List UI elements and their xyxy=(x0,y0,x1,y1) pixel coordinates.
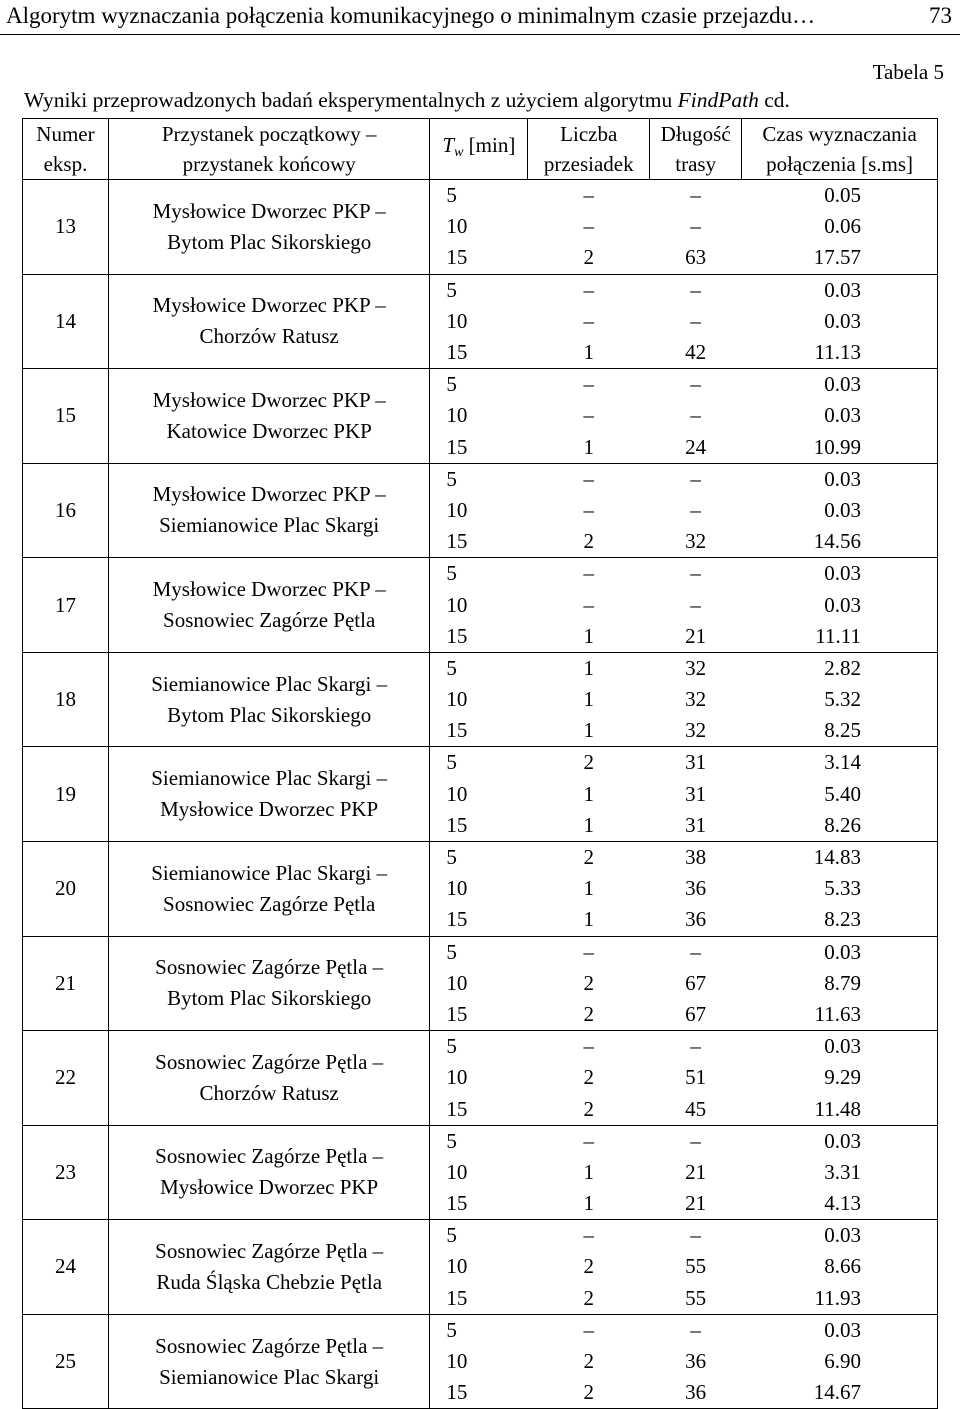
route-to: Siemianowice Plac Skargi xyxy=(159,1364,380,1389)
transfers-cell: 2 xyxy=(528,1377,650,1409)
tw-cell: 15 xyxy=(430,1188,528,1220)
route-cell xyxy=(108,747,429,842)
time-cell: 8.79 xyxy=(742,968,938,999)
length-cell: – xyxy=(690,403,701,428)
transfers-cell: 2 xyxy=(528,526,650,558)
experiment-number: 21 xyxy=(23,936,109,1031)
transfers-cell: – xyxy=(583,1128,594,1153)
experiment-number: 20 xyxy=(23,841,109,936)
length-cell: 32 xyxy=(685,655,707,680)
length-cell: – xyxy=(690,592,701,617)
time-cell: 9.29 xyxy=(742,1062,938,1093)
length-cell: 67 xyxy=(650,999,742,1031)
time-cell: 3.31 xyxy=(742,1157,938,1188)
col-przystanek-header: Przystanek początkowy – przystanek końcowy xyxy=(108,119,429,180)
tw-cell: 15 xyxy=(430,621,528,653)
length-cell: 51 xyxy=(685,1065,707,1090)
length-cell: – xyxy=(690,308,701,333)
transfers-cell: 1 xyxy=(583,781,594,806)
tw-cell: 10 xyxy=(430,1062,528,1093)
transfers-cell: 1 xyxy=(583,1159,594,1184)
route-from: Mysłowice Dworzec PKP – xyxy=(152,577,386,602)
route-to: Sosnowiec Zagórze Pętla xyxy=(163,608,376,633)
tw-cell: 10 xyxy=(430,873,528,904)
route-to: Bytom Plac Sikorskiego xyxy=(167,702,372,727)
transfers-cell: 1 xyxy=(528,715,650,747)
experiment-number: 25 xyxy=(23,1314,109,1409)
route-cell xyxy=(108,1125,429,1220)
transfers-cell: 1 xyxy=(528,1188,650,1220)
length-cell: 45 xyxy=(650,1093,742,1125)
table-row xyxy=(23,747,938,779)
time-cell: 0.03 xyxy=(742,1220,938,1252)
transfers-cell: 1 xyxy=(583,655,594,680)
experiment-number: 13 xyxy=(23,180,109,275)
length-cell: 21 xyxy=(685,1159,707,1184)
transfers-cell: 2 xyxy=(528,242,650,274)
transfers-cell: 2 xyxy=(583,750,594,775)
length-cell: – xyxy=(690,1317,701,1342)
time-cell: 0.03 xyxy=(742,369,938,401)
time-cell: 0.05 xyxy=(742,180,938,212)
route-to: Sosnowiec Zagórze Pętla xyxy=(163,891,376,916)
time-cell: 11.48 xyxy=(742,1093,938,1125)
time-cell: 11.13 xyxy=(742,337,938,369)
time-cell: 14.67 xyxy=(742,1377,938,1409)
length-cell: 31 xyxy=(685,781,707,806)
tw-cell: 5 xyxy=(430,1031,528,1063)
caption-italic: FindPath xyxy=(677,88,759,112)
length-cell: – xyxy=(690,1034,701,1059)
tw-cell: 5 xyxy=(430,463,528,495)
time-cell: 0.03 xyxy=(742,1314,938,1346)
length-cell: 36 xyxy=(685,876,707,901)
length-cell: 32 xyxy=(685,687,707,712)
transfers-cell: – xyxy=(583,214,594,239)
route-from: Sosnowiec Zagórze Pętla – xyxy=(155,955,384,980)
tw-cell: 15 xyxy=(430,999,528,1031)
tw-cell: 10 xyxy=(430,1346,528,1377)
header-title: Algorytm wyznaczania połączenia komunikacyjnego o minimalnym czasie przejazdu… xyxy=(6,3,816,28)
time-cell: 6.90 xyxy=(742,1346,938,1377)
transfers-cell: 2 xyxy=(583,970,594,995)
transfers-cell: 2 xyxy=(528,1283,650,1315)
transfers-cell: – xyxy=(583,277,594,302)
experiment-number: 23 xyxy=(23,1125,109,1220)
time-cell: 0.06 xyxy=(742,211,938,242)
tw-cell: 5 xyxy=(430,274,528,306)
time-cell: 17.57 xyxy=(742,242,938,274)
length-cell: – xyxy=(690,372,701,397)
table-body xyxy=(23,180,938,1409)
experiment-number: 14 xyxy=(23,274,109,369)
route-from: Sosnowiec Zagórze Pętla – xyxy=(155,1333,384,1358)
time-cell: 0.03 xyxy=(742,1031,938,1063)
tw-cell: 15 xyxy=(430,904,528,936)
length-cell: – xyxy=(690,183,701,208)
length-cell: 55 xyxy=(685,1254,707,1279)
route-cell xyxy=(108,936,429,1031)
tw-cell: 5 xyxy=(430,1220,528,1252)
time-cell: 10.99 xyxy=(742,432,938,464)
col-liczba-header: Liczba przesiadek xyxy=(528,119,650,180)
time-cell: 11.11 xyxy=(742,621,938,653)
col-czas-header: Czas wyznaczania połączenia [s.ms] xyxy=(742,119,938,180)
transfers-cell: 2 xyxy=(583,1349,594,1374)
transfers-cell: 1 xyxy=(583,876,594,901)
length-cell: 55 xyxy=(650,1283,742,1315)
route-from: Sosnowiec Zagórze Pętla – xyxy=(155,1238,384,1263)
length-cell: 36 xyxy=(650,1377,742,1409)
tw-cell: 10 xyxy=(430,211,528,242)
route-from: Mysłowice Dworzec PKP – xyxy=(152,293,386,318)
tw-cell: 15 xyxy=(430,432,528,464)
route-from: Siemianowice Plac Skargi – xyxy=(151,860,388,885)
transfers-cell: 1 xyxy=(528,904,650,936)
caption-suffix: cd. xyxy=(758,88,790,112)
table-row xyxy=(23,274,938,306)
tw-cell: 10 xyxy=(430,684,528,715)
time-cell: 11.63 xyxy=(742,999,938,1031)
route-cell xyxy=(108,652,429,747)
length-cell: 36 xyxy=(650,904,742,936)
tw-cell: 10 xyxy=(430,968,528,999)
tw-cell: 5 xyxy=(430,369,528,401)
experiment-number: 19 xyxy=(23,747,109,842)
length-cell: 63 xyxy=(650,242,742,274)
tw-cell: 5 xyxy=(430,558,528,590)
route-to: Mysłowice Dworzec PKP xyxy=(160,797,379,822)
transfers-cell: – xyxy=(583,372,594,397)
time-cell: 0.03 xyxy=(742,274,938,306)
route-cell xyxy=(108,558,429,653)
tw-cell: 5 xyxy=(430,652,528,684)
route-from: Siemianowice Plac Skargi – xyxy=(151,671,388,696)
transfers-cell: 1 xyxy=(528,810,650,842)
route-to: Siemianowice Plac Skargi xyxy=(159,513,380,538)
caption-text: Wyniki przeprowadzonych badań eksperymentalnych z użyciem algorytmu xyxy=(24,88,678,112)
transfers-cell: – xyxy=(583,1223,594,1248)
tw-cell: 5 xyxy=(430,841,528,873)
route-from: Sosnowiec Zagórze Pętla – xyxy=(155,1144,384,1169)
experiment-number: 22 xyxy=(23,1031,109,1126)
transfers-cell: 1 xyxy=(528,621,650,653)
tw-cell: 10 xyxy=(430,306,528,337)
route-to: Katowice Dworzec PKP xyxy=(166,418,372,443)
experiment-number: 24 xyxy=(23,1220,109,1315)
tw-cell: 10 xyxy=(430,589,528,620)
route-cell xyxy=(108,274,429,369)
time-cell: 0.03 xyxy=(742,495,938,526)
tw-cell: 5 xyxy=(430,1125,528,1157)
experiment-number: 15 xyxy=(23,369,109,464)
table-caption xyxy=(24,88,790,113)
table-row xyxy=(23,841,938,873)
route-from: Mysłowice Dworzec PKP – xyxy=(152,387,386,412)
table-row xyxy=(23,369,938,401)
length-cell: 32 xyxy=(650,715,742,747)
table-row xyxy=(23,936,938,968)
route-cell xyxy=(108,1031,429,1126)
length-cell: 38 xyxy=(685,845,707,870)
table-row xyxy=(23,1220,938,1252)
length-cell: 67 xyxy=(685,970,707,995)
route-cell xyxy=(108,463,429,558)
transfers-cell: – xyxy=(583,939,594,964)
length-cell: 24 xyxy=(650,432,742,464)
route-from: Siemianowice Plac Skargi – xyxy=(151,766,388,791)
route-cell xyxy=(108,1220,429,1315)
route-to: Bytom Plac Sikorskiego xyxy=(167,986,372,1011)
transfers-cell: 2 xyxy=(528,1093,650,1125)
table-row xyxy=(23,1125,938,1157)
time-cell: 14.83 xyxy=(742,841,938,873)
length-cell: 36 xyxy=(685,1349,707,1374)
time-cell: 8.25 xyxy=(742,715,938,747)
transfers-cell: 1 xyxy=(583,687,594,712)
tw-cell: 10 xyxy=(430,779,528,810)
route-from: Sosnowiec Zagórze Pętla – xyxy=(155,1049,384,1074)
transfers-cell: – xyxy=(583,403,594,428)
route-to: Chorzów Ratusz xyxy=(199,1080,339,1105)
table-row xyxy=(23,180,938,212)
table-row xyxy=(23,558,938,590)
tw-cell: 5 xyxy=(430,180,528,212)
route-to: Ruda Śląska Chebzie Pętla xyxy=(156,1269,383,1294)
time-cell: 11.93 xyxy=(742,1283,938,1315)
transfers-cell: – xyxy=(583,1317,594,1342)
transfers-cell: – xyxy=(583,1034,594,1059)
length-cell: – xyxy=(690,561,701,586)
tw-cell: 15 xyxy=(430,1377,528,1409)
tw-cell: 10 xyxy=(430,400,528,431)
time-cell: 0.03 xyxy=(742,400,938,431)
tw-cell: 5 xyxy=(430,1314,528,1346)
transfers-cell: 2 xyxy=(583,845,594,870)
transfers-cell: 1 xyxy=(528,337,650,369)
tw-cell: 5 xyxy=(430,936,528,968)
time-cell: 0.03 xyxy=(742,1125,938,1157)
col-dlugosc-header: Długość trasy xyxy=(650,119,742,180)
length-cell: 21 xyxy=(650,1188,742,1220)
page-number: 73 xyxy=(929,3,952,28)
length-cell: 42 xyxy=(650,337,742,369)
time-cell: 4.13 xyxy=(742,1188,938,1220)
time-cell: 2.82 xyxy=(742,652,938,684)
tw-cell: 15 xyxy=(430,715,528,747)
length-cell: 21 xyxy=(650,621,742,653)
length-cell: 31 xyxy=(685,750,707,775)
route-to: Bytom Plac Sikorskiego xyxy=(167,229,372,254)
tw-cell: 15 xyxy=(430,810,528,842)
tw-cell: 15 xyxy=(430,526,528,558)
table-row xyxy=(23,652,938,684)
length-cell: – xyxy=(690,497,701,522)
length-cell: – xyxy=(690,466,701,491)
route-from: Mysłowice Dworzec PKP – xyxy=(152,482,386,507)
running-header xyxy=(0,0,960,35)
transfers-cell: – xyxy=(583,308,594,333)
time-cell: 0.03 xyxy=(742,463,938,495)
tw-cell: 15 xyxy=(430,337,528,369)
route-cell xyxy=(108,1314,429,1409)
length-cell: – xyxy=(690,277,701,302)
length-cell: 31 xyxy=(650,810,742,842)
tw-cell: 15 xyxy=(430,1093,528,1125)
length-cell: – xyxy=(690,939,701,964)
route-cell xyxy=(108,180,429,275)
length-cell: – xyxy=(690,1128,701,1153)
time-cell: 8.66 xyxy=(742,1251,938,1282)
transfers-cell: – xyxy=(583,561,594,586)
table-row xyxy=(23,463,938,495)
time-cell: 8.26 xyxy=(742,810,938,842)
table-row xyxy=(23,1031,938,1063)
col-numer-header: Numer eksp. xyxy=(23,119,109,180)
length-cell: – xyxy=(690,214,701,239)
time-cell: 8.23 xyxy=(742,904,938,936)
transfers-cell: 2 xyxy=(528,999,650,1031)
transfers-cell: – xyxy=(583,183,594,208)
table-row xyxy=(23,1314,938,1346)
col-tw-header: Tw [min] xyxy=(430,119,528,180)
route-cell xyxy=(108,369,429,464)
transfers-cell: – xyxy=(583,466,594,491)
transfers-cell: – xyxy=(583,592,594,617)
experiment-number: 18 xyxy=(23,652,109,747)
route-to: Mysłowice Dworzec PKP xyxy=(160,1175,379,1200)
time-cell: 5.33 xyxy=(742,873,938,904)
results-table xyxy=(22,118,938,1409)
length-cell: – xyxy=(690,1223,701,1248)
time-cell: 14.56 xyxy=(742,526,938,558)
transfers-cell: – xyxy=(583,497,594,522)
experiment-number: 17 xyxy=(23,558,109,653)
length-cell: 32 xyxy=(650,526,742,558)
time-cell: 0.03 xyxy=(742,589,938,620)
time-cell: 0.03 xyxy=(742,306,938,337)
tw-cell: 15 xyxy=(430,242,528,274)
transfers-cell: 2 xyxy=(583,1254,594,1279)
tw-cell: 10 xyxy=(430,1157,528,1188)
transfers-cell: 2 xyxy=(583,1065,594,1090)
tw-cell: 10 xyxy=(430,495,528,526)
transfers-cell: 1 xyxy=(528,432,650,464)
time-cell: 5.40 xyxy=(742,779,938,810)
tw-cell: 5 xyxy=(430,747,528,779)
tw-cell: 15 xyxy=(430,1283,528,1315)
time-cell: 3.14 xyxy=(742,747,938,779)
route-from: Mysłowice Dworzec PKP – xyxy=(152,198,386,223)
time-cell: 0.03 xyxy=(742,936,938,968)
table-label: Tabela 5 xyxy=(872,60,944,84)
time-cell: 5.32 xyxy=(742,684,938,715)
time-cell: 0.03 xyxy=(742,558,938,590)
header-row xyxy=(23,119,938,180)
route-cell xyxy=(108,841,429,936)
experiment-number: 16 xyxy=(23,463,109,558)
route-to: Chorzów Ratusz xyxy=(199,324,339,349)
tw-cell: 10 xyxy=(430,1251,528,1282)
